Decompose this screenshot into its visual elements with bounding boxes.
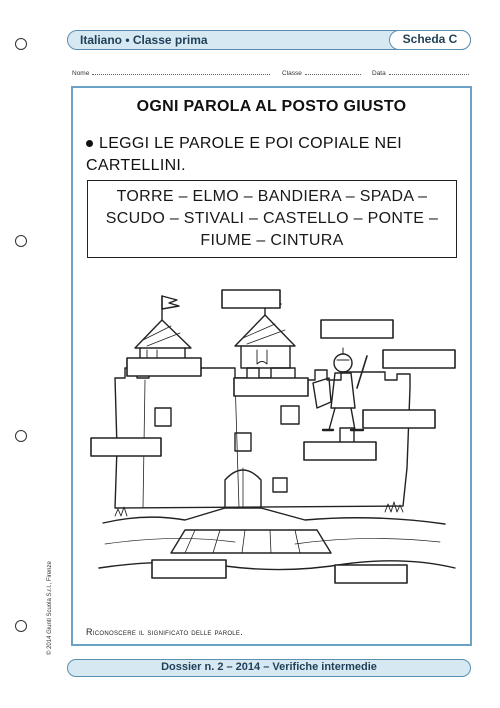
- label-box-6: [363, 410, 435, 428]
- left-turret-roof: [135, 320, 191, 348]
- label-box-1: [222, 290, 280, 308]
- knight-body: [331, 373, 355, 408]
- label-box-5: [234, 378, 308, 396]
- binder-hole-4: [15, 620, 27, 632]
- copyright-notice: © 2014 Giunti Scuola S.r.l., Firenze: [47, 561, 53, 655]
- class-label: Classe: [282, 70, 302, 77]
- binder-hole-3: [15, 430, 27, 442]
- label-box-9: [152, 560, 226, 578]
- label-box-3: [383, 350, 455, 368]
- binder-hole-2: [15, 235, 27, 247]
- knight-shield-icon: [313, 378, 331, 408]
- bullet-icon: [86, 140, 93, 147]
- name-field[interactable]: [72, 68, 270, 77]
- castle-window-1: [155, 408, 171, 426]
- label-box-8: [304, 442, 376, 460]
- middle-turret: [241, 346, 290, 368]
- label-box-10: [335, 565, 407, 583]
- binder-hole-1: [15, 38, 27, 50]
- label-box-4: [127, 358, 201, 376]
- name-label: Nome: [72, 70, 90, 77]
- instruction-line-2: CARTELLINI.: [86, 157, 186, 174]
- worksheet-title: OGNI PAROLA AL POSTO GIUSTO: [136, 98, 407, 115]
- castle-illustration: [85, 268, 465, 613]
- learning-objective: Riconoscere il significato delle parole.: [86, 627, 244, 637]
- date-label: Data: [372, 70, 386, 77]
- middle-turret-roof: [235, 315, 295, 346]
- knight-helmet-icon: [334, 354, 352, 372]
- class-field[interactable]: [282, 68, 361, 77]
- castle-window-5: [273, 478, 287, 492]
- label-box-2: [321, 320, 393, 338]
- left-flag-icon: [162, 296, 179, 309]
- knight-legs: [329, 408, 355, 430]
- instruction: [86, 133, 446, 177]
- word-line-3: FIUME – CINTURA: [200, 232, 344, 249]
- footer-bar: Dossier n. 2 – 2014 – Verifiche intermedie: [67, 659, 471, 677]
- instruction-line-1: LEGGI LE PAROLE E POI COPIALE NEI: [99, 135, 403, 152]
- word-list-box: [87, 180, 457, 258]
- word-line-2: SCUDO – STIVALI – CASTELLO – PONTE –: [105, 210, 439, 227]
- drawbridge: [171, 530, 331, 553]
- header-subject: Italiano • Classe prima: [80, 33, 208, 47]
- header-sheet-label: Scheda C: [389, 30, 471, 50]
- header-bar: [67, 30, 471, 50]
- date-field[interactable]: [372, 68, 469, 77]
- castle-window-2: [281, 406, 299, 424]
- word-line-1: TORRE – ELMO – BANDIERA – SPADA –: [116, 188, 428, 205]
- riverbank: [103, 508, 445, 524]
- label-box-7: [91, 438, 161, 456]
